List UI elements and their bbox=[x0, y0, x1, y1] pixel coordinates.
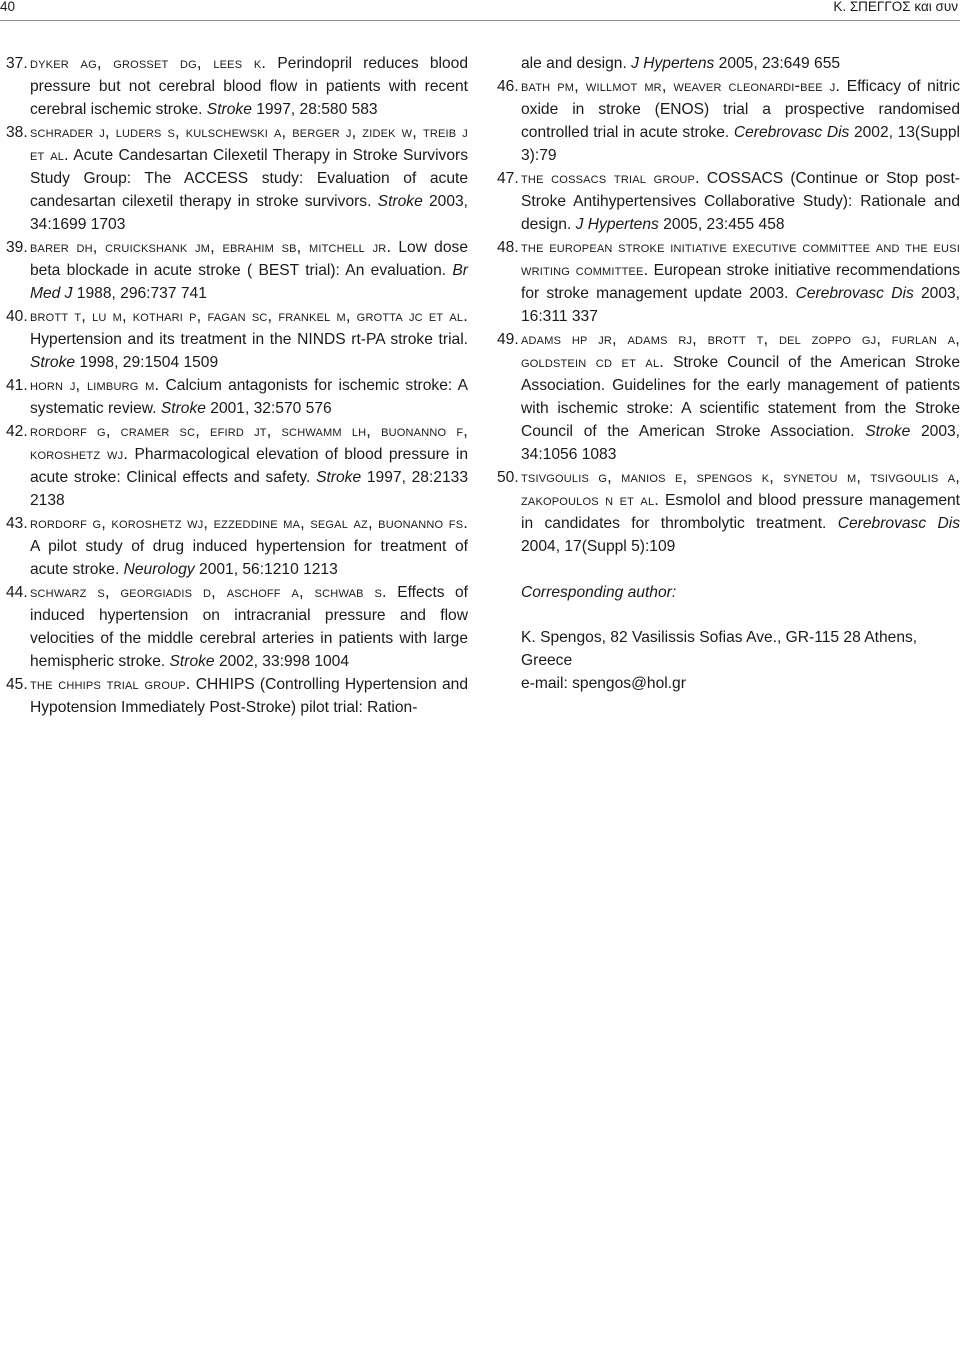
reference-number: 42. bbox=[6, 423, 28, 440]
reference-authors: adams hp jr, adams rj, brott t, del zoppo gj, furlan a, goldstein cd et al. bbox=[521, 330, 960, 371]
correspondence-title: Corresponding author: bbox=[521, 584, 677, 601]
reference-citation: 2004, 17(Suppl 5):109 bbox=[521, 538, 676, 555]
correspondence-email: e-mail: spengos@hol.gr bbox=[521, 675, 686, 692]
reference-number: 44. bbox=[6, 584, 28, 601]
reference-number: 48. bbox=[497, 239, 519, 256]
reference-text: Acute Candesartan Cilexetil Therapy in Stroke Survivors Study Group: The ACCESS study: Evaluation of acute candesartan cilexetil therapy in stroke survivors. bbox=[30, 147, 469, 210]
page-header bbox=[0, 0, 960, 20]
reference-item bbox=[497, 167, 960, 236]
reference-authors: brott t, lu m, kothari p, fagan sc, frankel m, grotta jc et al. bbox=[30, 307, 468, 325]
reference-item bbox=[6, 236, 468, 305]
reference-citation: 2005, 23:455 458 bbox=[658, 216, 785, 233]
page-number: 40 bbox=[0, 0, 16, 14]
reference-text: Perindopril reduces blood pressure but not cerebral blood flow in patients with recent cerebral ischemic stroke. bbox=[30, 55, 469, 118]
running-head: Κ. ΣΠΕΓΓΟΣ και συν bbox=[833, 0, 958, 14]
reference-citation: 1997, 28:2133 2138 bbox=[30, 469, 468, 509]
reference-item bbox=[497, 236, 960, 328]
references-left-column bbox=[6, 52, 468, 719]
reference-number: 37. bbox=[6, 55, 28, 72]
reference-text: Hypertension and its treatment in the NINDS rt-PA stroke trial. bbox=[30, 331, 468, 348]
reference-citation: 2001, 32:570 576 bbox=[205, 400, 332, 417]
journal-name: Cerebrovasc Dis bbox=[733, 124, 850, 141]
journal-name: J Hypertens bbox=[631, 55, 715, 72]
journal-name: Stroke bbox=[160, 400, 206, 417]
reference-item bbox=[6, 52, 468, 121]
journal-name: Stroke bbox=[30, 354, 76, 371]
reference-text: Effects of induced hypertension on intracranial pressure and flow velocities of the middle cerebral arteries in patients with large hemispheric stroke. bbox=[30, 584, 468, 670]
reference-authors: rordorf g, koroshetz wj, ezzeddine ma, segal az, buonanno fs. bbox=[30, 514, 468, 532]
reference-number: 47. bbox=[497, 170, 519, 187]
reference-number: 43. bbox=[6, 515, 28, 532]
journal-name: Cerebrovasc Dis bbox=[837, 515, 960, 532]
reference-authors: dyker ag, grosset dg, lees k. bbox=[30, 54, 267, 72]
correspondence-block bbox=[497, 581, 960, 695]
journal-name: Br Med J bbox=[30, 262, 468, 302]
reference-citation: 2003, 16:311 337 bbox=[521, 285, 960, 325]
reference-number: 45. bbox=[6, 676, 28, 693]
reference-authors: tsivgoulis g, manios e, spengos k, synetou m, tsivgoulis a, zakopoulos n et al. bbox=[521, 468, 960, 509]
reference-item bbox=[6, 581, 468, 673]
reference-text: Low dose beta blockade in acute stroke ( BEST trial): An evaluation. bbox=[30, 239, 468, 279]
reference-authors: the chhips trial group. bbox=[30, 675, 191, 693]
reference-text: COSSACS (Continue or Stop post-Stroke Antihypertensives Collaborative Study): Rationale and design. bbox=[521, 170, 960, 233]
reference-text: Stroke Council of the American Stroke Association. Guidelines for the early management of patients with ischemic stroke: A scientific statement from the Stroke Council of the American Stroke Association. bbox=[521, 354, 960, 440]
reference-item bbox=[6, 305, 468, 374]
reference-authors: the cossacs trial group. bbox=[521, 169, 700, 187]
reference-text: Pharmacological elevation of blood pressure in acute stroke: Clinical effects and safety. bbox=[30, 446, 468, 486]
reference-item bbox=[6, 420, 468, 512]
reference-item bbox=[6, 673, 468, 719]
reference-citation: 2003, 34:1056 1083 bbox=[521, 423, 960, 463]
reference-authors: horn j, limburg m. bbox=[30, 376, 160, 394]
reference-citation: 1998, 29:1504 1509 bbox=[75, 354, 219, 371]
reference-number: 39. bbox=[6, 239, 28, 256]
journal-name: Stroke bbox=[316, 469, 362, 486]
reference-number: 50. bbox=[497, 469, 519, 486]
reference-authors: schwarz s, georgiadis d, aschoff a, schwab s. bbox=[30, 583, 387, 601]
reference-citation: 2002, 13(Suppl 3):79 bbox=[521, 124, 960, 164]
reference-item bbox=[6, 121, 468, 236]
reference-citation: 2001, 56:1210 1213 bbox=[194, 561, 338, 578]
correspondence-address: K. Spengos, 82 Vasilissis Sofias Ave., GR-115 28 Athens, Greece bbox=[521, 629, 918, 669]
reference-citation: 1997, 28:580 583 bbox=[251, 101, 378, 118]
journal-name: Stroke bbox=[206, 101, 252, 118]
reference-item bbox=[6, 374, 468, 420]
reference-text: Efficacy of nitric oxide in stroke (ENOS) trial a prospective randomised controlled trial in acute stroke. bbox=[521, 78, 960, 141]
reference-citation: 2002, 33:998 1004 bbox=[214, 653, 350, 670]
reference-authors: barer dh, cruickshank jm, ebrahim sb, mitchell jr. bbox=[30, 238, 392, 256]
journal-name: Cerebrovasc Dis bbox=[795, 285, 914, 302]
reference-number: 38. bbox=[6, 124, 28, 141]
reference-item bbox=[497, 328, 960, 466]
references-right-column bbox=[497, 52, 960, 695]
journal-name: Stroke bbox=[377, 193, 423, 210]
journal-name: Neurology bbox=[123, 561, 195, 578]
reference-citation: 1988, 296:737 741 bbox=[72, 285, 207, 302]
reference-text: Calcium antagonists for ischemic stroke: A systematic review. bbox=[30, 377, 469, 417]
reference-authors: rordorf g, cramer sc, efird jt, schwamm lh, buonanno f, koroshetz wj. bbox=[30, 422, 468, 463]
reference-item bbox=[497, 75, 960, 167]
reference-text: A pilot study of drug induced hypertension for treatment of acute stroke. bbox=[30, 538, 468, 578]
reference-text: Esmolol and blood pressure management in candidates for thrombolytic treatment. bbox=[521, 492, 960, 532]
reference-number: 49. bbox=[497, 331, 519, 348]
reference-continuation: ale and design. J Hypertens 2005, 23:649 655 bbox=[521, 55, 841, 72]
journal-name: J Hypertens bbox=[575, 216, 659, 233]
reference-authors: the european stroke initiative executive committee and the eusi writing committee. bbox=[521, 238, 960, 279]
reference-item bbox=[6, 512, 468, 581]
journal-name: Stroke bbox=[865, 423, 911, 440]
reference-authors: schrader j, luders s, kulschewski a, berger j, zidek w, treib j et al. bbox=[30, 123, 468, 164]
reference-text: CHHIPS (Controlling Hypertension and Hypotension Immediately Post-Stroke) pilot trial: Ration- bbox=[30, 676, 468, 716]
journal-name: Stroke bbox=[169, 653, 215, 670]
header-rule bbox=[0, 20, 960, 21]
reference-citation: 2003, 34:1699 1703 bbox=[30, 193, 469, 233]
reference-number: 40. bbox=[6, 308, 28, 325]
reference-item bbox=[497, 466, 960, 558]
reference-text: European stroke initiative recommendations for stroke management update 2003. bbox=[521, 262, 960, 302]
reference-number: 46. bbox=[497, 78, 519, 95]
reference-number: 41. bbox=[6, 377, 28, 394]
reference-authors: bath pm, willmot mr, weaver cleonardi-bee j. bbox=[521, 77, 841, 95]
